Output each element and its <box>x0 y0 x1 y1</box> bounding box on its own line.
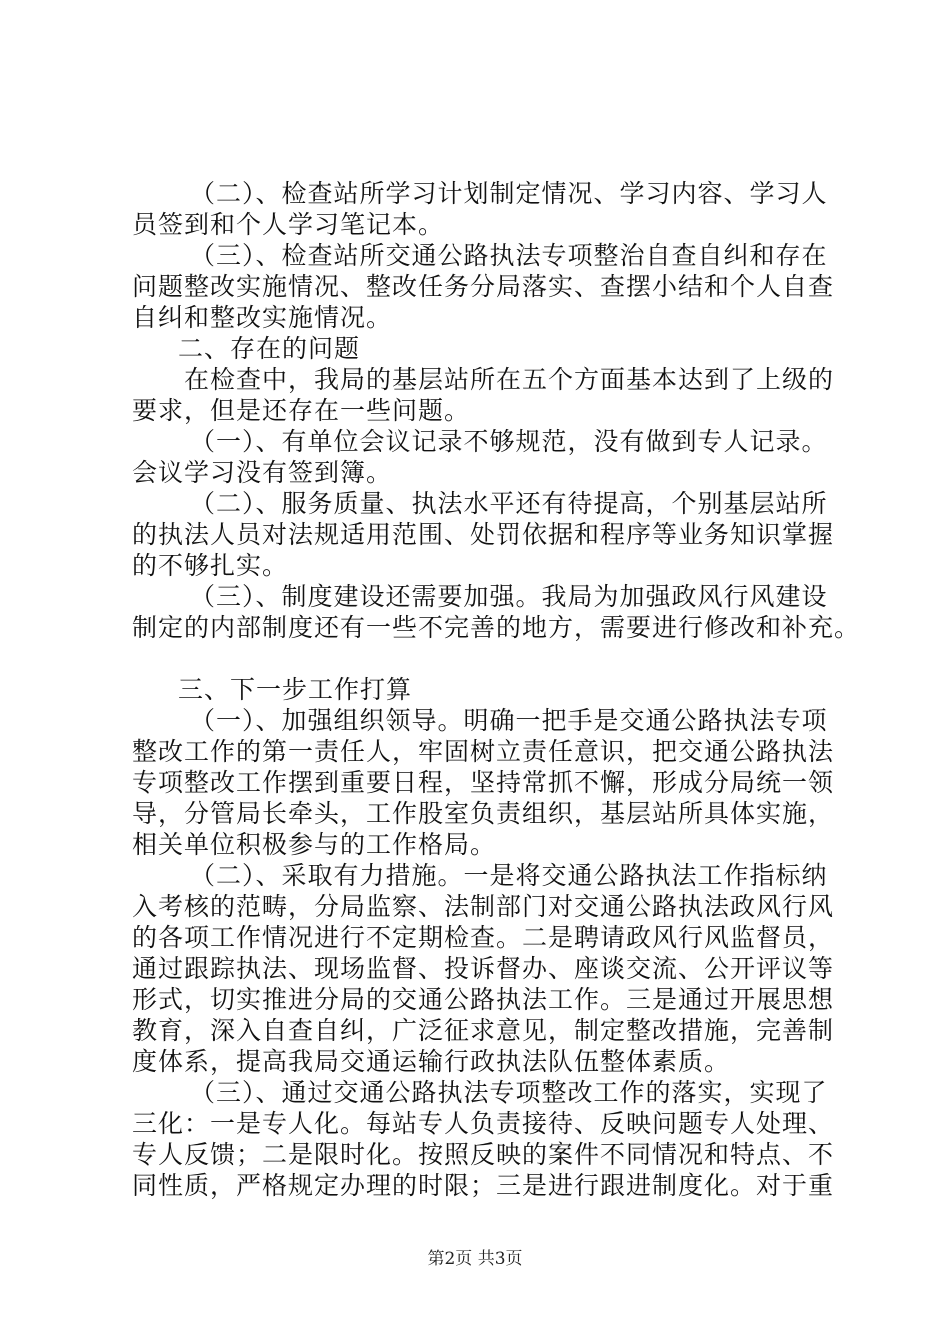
paragraph-line: 度体系，提高我局交通运输行政执法队伍整体素质。 <box>132 1047 731 1076</box>
paragraph-line: 导，分管局长牵头，工作股室负责组织，基层站所具体实施， <box>132 799 835 828</box>
paragraph-line: （二）、服务质量、执法水平还有待提高，个别基层站所 <box>190 489 828 518</box>
paragraph-line: 自纠和整改实施情况。 <box>132 303 393 332</box>
paragraph-line: 的各项工作情况进行不定期检查。二是聘请政风行风监督员， <box>132 923 835 952</box>
paragraph-line: 形式，切实推进分局的交通公路执法工作。三是通过开展思想 <box>132 985 835 1014</box>
paragraph-line: 要求，但是还存在一些问题。 <box>132 396 471 425</box>
paragraph-line: 的不够扎实。 <box>132 551 289 580</box>
paragraph-line: 三化：一是专人化。每站专人负责接待、反映问题专人处理、 <box>132 1109 835 1138</box>
paragraph-line: 相关单位积极参与的工作格局。 <box>132 830 497 859</box>
paragraph-line: （三）、制度建设还需要加强。我局为加强政风行风建设 <box>190 582 828 611</box>
paragraph-line: 问题整改实施情况、整改任务分局落实、查摆小结和个人自查 <box>132 272 835 301</box>
paragraph-line: （二）、检查站所学习计划制定情况、学习内容、学习人 <box>190 179 828 208</box>
section-heading: 二、存在的问题 <box>178 334 361 363</box>
blank-line <box>132 643 832 674</box>
paragraph-line: 在检查中，我局的基层站所在五个方面基本达到了上级的 <box>184 365 835 394</box>
paragraph-line: （一）、加强组织领导。明确一把手是交通公路执法专项 <box>190 706 828 735</box>
paragraph-line: 专人反馈；二是限时化。按照反映的案件不同情况和特点、不 <box>132 1140 835 1169</box>
page-number: 第2页 共3页 <box>427 1249 523 1269</box>
paragraph-line: （三）、通过交通公路执法专项整改工作的落实，实现了 <box>190 1078 828 1107</box>
paragraph-line: 会议学习没有签到簿。 <box>132 458 393 487</box>
paragraph-line: （一）、有单位会议记录不够规范，没有做到专人记录。 <box>190 427 828 456</box>
paragraph-line: 员签到和个人学习笔记本。 <box>132 210 445 239</box>
section-heading: 三、下一步工作打算 <box>178 675 413 704</box>
paragraph-line: 同性质，严格规定办理的时限；三是进行跟进制度化。对于重 <box>132 1171 835 1200</box>
paragraph-line: （三）、检查站所交通公路执法专项整治自查自纠和存在 <box>190 241 828 270</box>
paragraph-line: （二）、采取有力措施。一是将交通公路执法工作指标纳 <box>190 861 828 890</box>
paragraph-line: 整改工作的第一责任人，牢固树立责任意识，把交通公路执法 <box>132 737 835 766</box>
paragraph-line: 专项整改工作摆到重要日程，坚持常抓不懈，形成分局统一领 <box>132 768 835 797</box>
paragraph-line: 教育，深入自查自纠，广泛征求意见，制定整改措施，完善制 <box>132 1016 835 1045</box>
paragraph-line: 制定的内部制度还有一些不完善的地方，需要进行修改和补充。 <box>132 613 861 642</box>
paragraph-line: 的执法人员对法规适用范围、处罚依据和程序等业务知识掌握 <box>132 520 835 549</box>
document-body <box>132 178 861 1201</box>
paragraph-line: 入考核的范畴，分局监察、法制部门对交通公路执法政风行风 <box>132 892 835 921</box>
paragraph-line: 通过跟踪执法、现场监督、投诉督办、座谈交流、公开评议等 <box>132 954 835 983</box>
page-footer <box>0 1244 950 1269</box>
